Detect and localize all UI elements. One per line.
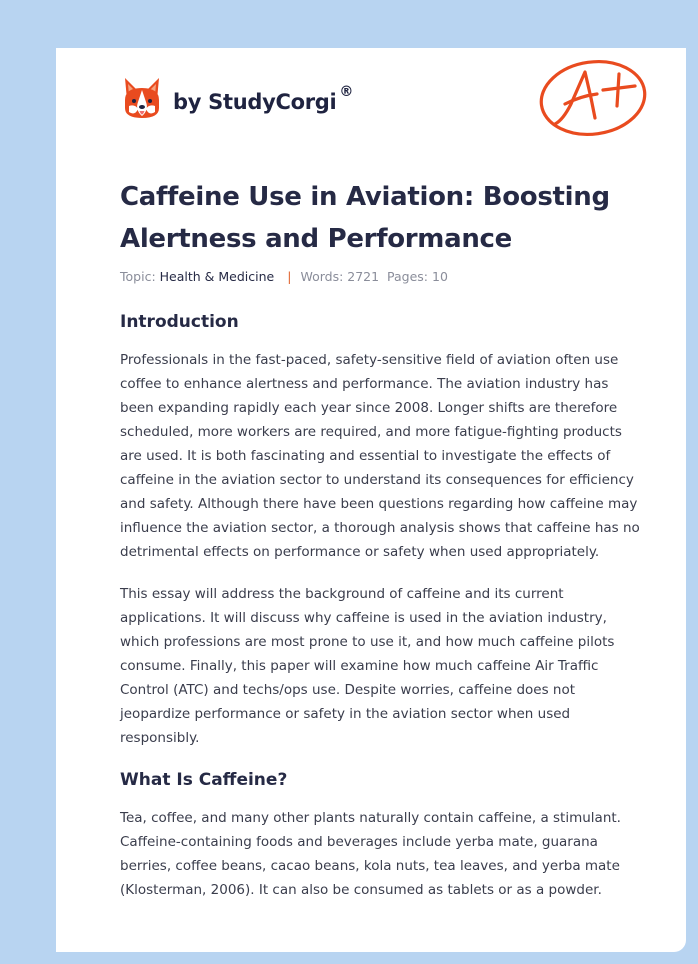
document-title: Caffeine Use in Aviation: Boosting Alertness and Performance [120, 182, 610, 254]
paragraph: Tea, coffee, and many other plants naturally contain caffeine, a stimulant. Caffeine-containing foods and beverages include yerba mate, guarana berries, coffee beans, cacao beans, kola nuts, tea leaves, and yerba mate (Klosterman, 2006). It can also be consumed as tablets or as a powder. [120, 810, 621, 898]
topic-label: Topic: [120, 269, 156, 284]
corgi-logo-icon [121, 76, 163, 122]
document-page [56, 48, 686, 952]
document-meta [120, 269, 448, 284]
document-body [120, 310, 640, 902]
grade-a-plus-icon [537, 58, 649, 140]
registered-mark: ® [339, 84, 354, 100]
brand-name [173, 84, 354, 114]
page-count: Pages: 10 [387, 269, 448, 284]
meta-separator: | [287, 269, 292, 284]
word-count: Words: 2721 [300, 269, 380, 284]
section-heading-introduction: Introduction [120, 312, 239, 332]
brand-name-text: by StudyCorgi [173, 90, 337, 114]
topic-link[interactable]: Health & Medicine [159, 269, 275, 284]
paragraph: Professionals in the fast-paced, safety-sensitive field of aviation often use coffee to enhance alertness and performance. The aviation industry has been expanding rapidly each year since 2008. Longer shifts are therefore scheduled, more workers are required, and more fatigue-fighting products are used. It is both fascinating and essential to investigate the effects of caffeine in the aviation sector to understand its consequences for efficiency and safety. Although there have been questions regarding how caffeine may influence the aviation sector, a thorough analysis shows that caffeine has no detrimental effects on performance or safety when used appropriately. [120, 352, 640, 560]
section-heading-what-is-caffeine: What Is Caffeine? [120, 770, 288, 790]
brand-logo[interactable] [121, 76, 353, 122]
paragraph: This essay will address the background of caffeine and its current applications. It will discuss why caffeine is used in the aviation industry, which professions are most prone to use it, and how much caffeine pilots consume. Finally, this paper will examine how much caffeine Air Traffic Control (ATC) and techs/ops use. Despite worries, caffeine does not jeopardize performance or safety in the aviation sector when used responsibly. [120, 586, 615, 746]
